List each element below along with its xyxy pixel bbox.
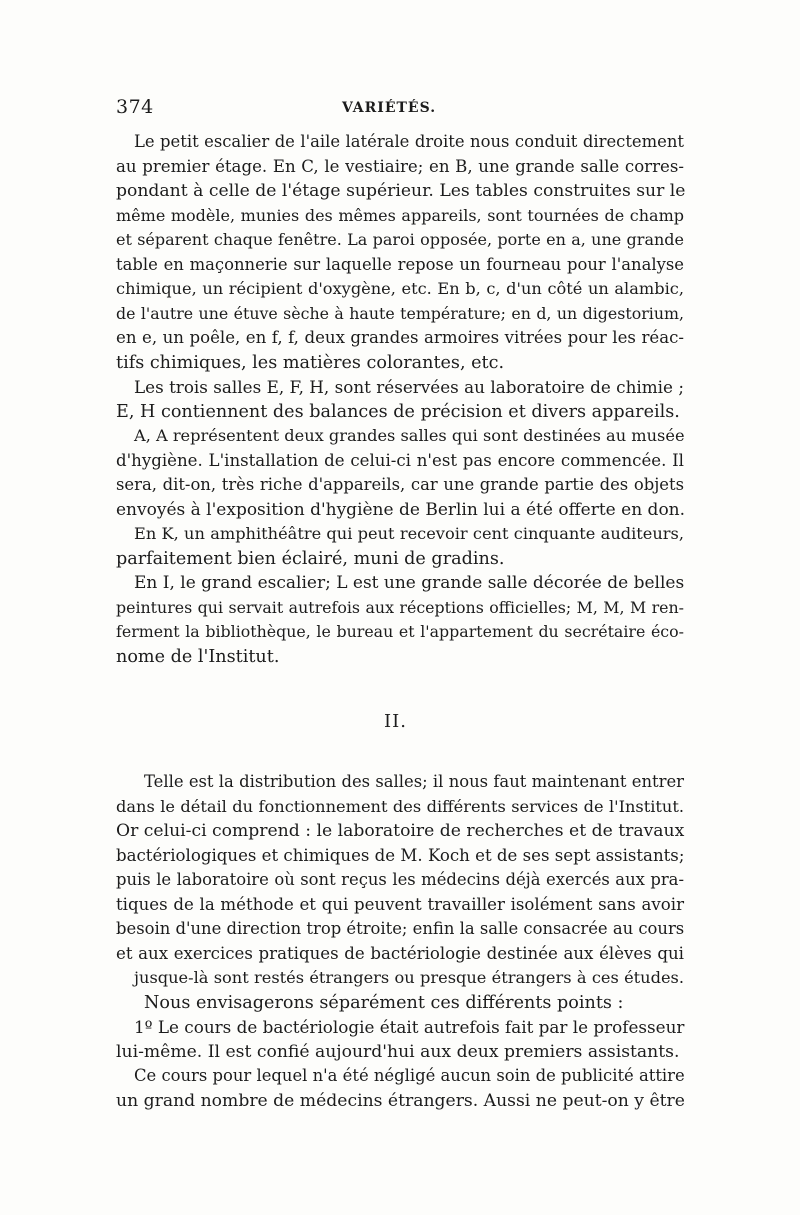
- text-line: sera, dit-on, très riche d'appareils, car une grande partie des objets: [116, 475, 684, 494]
- text-line: Or celui-ci comprend : le laboratoire de recherches et de travaux: [116, 821, 685, 841]
- text-line: besoin d'une direction trop étroite; enfin la salle consacrée au cours: [116, 919, 685, 938]
- text-line: d'hygiène. L'installation de celui-ci n'est pas encore commencée. Il: [116, 450, 684, 470]
- text-line: un grand nombre de médecins étrangers. Aussi ne peut-on y être: [116, 1090, 685, 1111]
- text-line: de l'autre une étuve sèche à haute température; en d, un digestorium,: [116, 303, 684, 323]
- text-line: et séparent chaque fenêtre. La paroi opposée, porte en a, une grande: [116, 230, 684, 249]
- text-line: pondant à celle de l'étage supérieur. Les tables construites sur le: [116, 181, 686, 201]
- page-number: 374: [116, 96, 154, 118]
- text-line: Ce cours pour lequel n'a été négligé aucun soin de publicité attire: [134, 1066, 685, 1085]
- text-line: Les trois salles E, F, H, sont réservées au laboratoire de chimie ;: [134, 377, 684, 397]
- text-line: au premier étage. En C, le vestiaire; en B, une grande salle corres-: [116, 156, 684, 176]
- text-line: En K, un amphithéâtre qui peut recevoir cent cinquante auditeurs,: [134, 524, 684, 543]
- text-line: lui-même. Il est confié aujourd'hui aux deux premiers assistants.: [116, 1041, 680, 1062]
- text-line: même modèle, munies des mêmes appareils, sont tournées de champ: [116, 205, 684, 225]
- text-line: peintures qui servait autrefois aux réceptions officielles; M, M, M ren-: [116, 597, 684, 617]
- section-two-text: [116, 770, 684, 1113]
- text-line: En I, le grand escalier; L est une grande salle décorée de belles: [134, 573, 685, 593]
- text-line: chimique, un récipient d'oxygène, etc. En b, c, d'un côté un alambic,: [116, 279, 684, 298]
- text-line: E, H contiennent des balances de précision et divers appareils.: [116, 401, 680, 422]
- text-line: tifs chimiques, les matières colorantes, etc.: [116, 352, 505, 373]
- text-line: A, A représentent deux grandes salles qui sont destinées au musée: [134, 426, 685, 445]
- text-line: Nous envisagerons séparément ces différents points :: [144, 992, 624, 1013]
- text-line: 1º Le cours de bactériologie était autrefois fait par le professeur: [134, 1017, 685, 1037]
- text-line: Telle est la distribution des salles; il nous faut maintenant entrer: [144, 772, 684, 791]
- text-line: table en maçonnerie sur laquelle repose un fourneau pour l'analyse: [116, 254, 684, 274]
- text-line: tiques de la méthode et qui peuvent travailler isolément sans avoir: [116, 894, 684, 914]
- text-line: en e, un poêle, en f, f, deux grandes armoires vitrées pour les réac-: [116, 328, 684, 347]
- page-header: [116, 96, 686, 122]
- section-heading: II.: [384, 711, 407, 732]
- text-line: dans le détail du fonctionnement des différents services de l'Institut.: [116, 796, 684, 816]
- text-line: envoyés à l'exposition d'hygiène de Berlin lui a été offerte en don.: [116, 499, 686, 520]
- text-line: et aux exercices pratiques de bactériologie destinée aux élèves qui: [116, 943, 684, 963]
- section-one-text: [116, 130, 684, 669]
- text-line: bactériologiques et chimiques de M. Koch et de ses sept assistants;: [116, 845, 685, 865]
- text-line: puis le laboratoire où sont reçus les médecins déjà exercés aux pra-: [116, 870, 684, 889]
- text-line: nome de l'Institut.: [116, 646, 280, 667]
- text-line: Le petit escalier de l'aile latérale droite nous conduit directement: [134, 132, 684, 151]
- text-line: ferment la bibliothèque, le bureau et l'appartement du secrétaire éco-: [116, 622, 684, 641]
- text-line: parfaitement bien éclairé, muni de gradins.: [116, 548, 505, 569]
- running-head: VARIÉTÉS.: [342, 100, 437, 116]
- text-line: jusque-là sont restés étrangers ou presque étrangers à ces études.: [134, 968, 684, 987]
